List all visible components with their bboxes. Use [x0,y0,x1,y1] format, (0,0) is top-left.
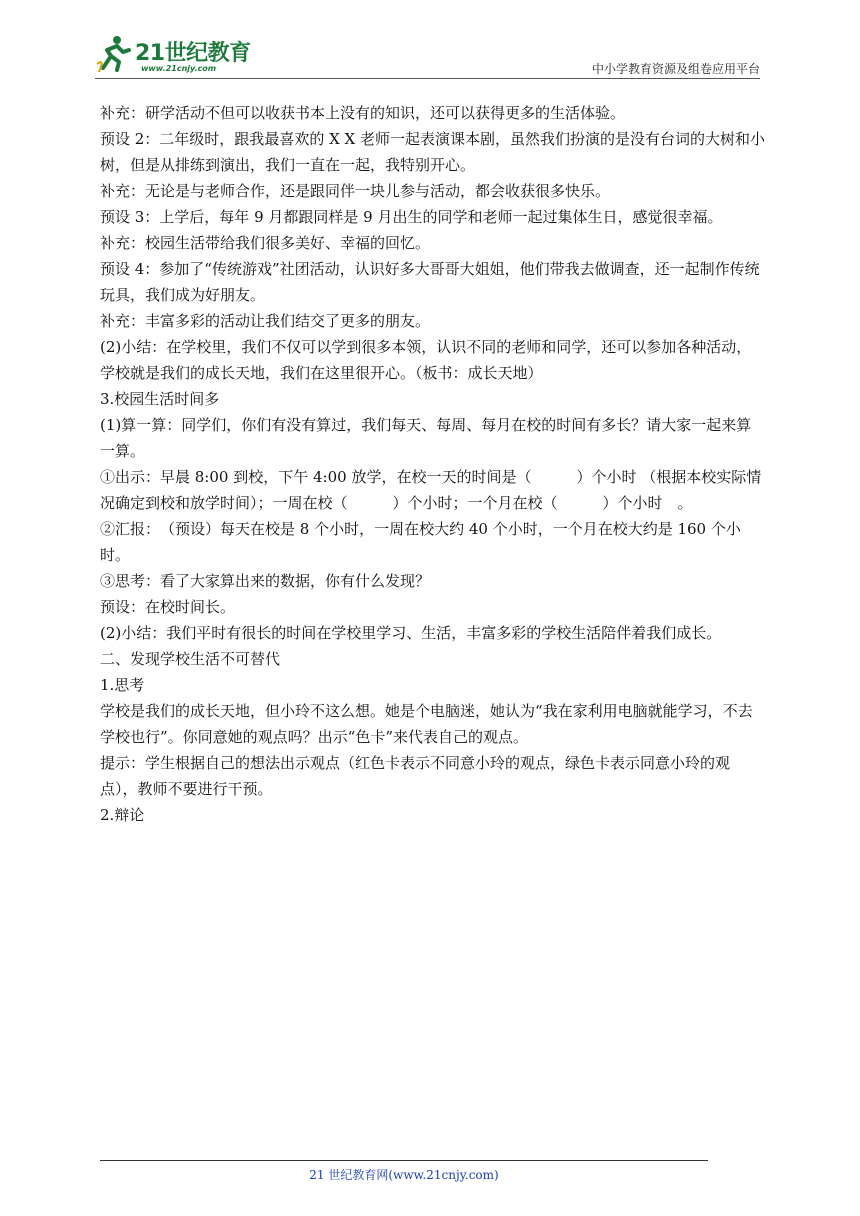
section-heading: 1.思考 [100,676,145,694]
paragraph: 提示：学生根据自己的想法出示观点（红色卡表示不同意小玲的观点，绿色卡表示同意小玲的观点），教师不要进行干预。 [100,754,731,798]
paragraph: 预设 3：上学后，每年 9 月都跟同样是 9 月出生的同学和老师一起过集体生日，感觉很幸福。 [100,208,723,226]
page-footer: 21 世纪教育网(www.21cnjy.com) [309,1168,499,1182]
paragraph: 学校是我们的成长天地，但小玲不这么想。她是个电脑迷，她认为“我在家利用电脑就能学习，不去学校也行”。你同意她的观点吗？出示“色卡”来代表自己的观点。 [100,702,753,746]
page-header [95,28,760,80]
section-heading: 二、发现学校生活不可替代 [100,650,281,668]
footer-divider [100,1160,708,1161]
paragraph: (2)小结：在学校里，我们不仅可以学到很多本领，认识不同的老师和同学，还可以参加各种活动，学校就是我们的成长天地，我们在这里很开心。（板书：成长天地） [100,338,752,382]
site-logo [95,34,265,78]
paragraph: 补充：无论是与老师合作，还是跟同伴一块儿参与活动，都会收获很多快乐。 [100,182,611,200]
paragraph: ③思考：看了大家算出来的数据，你有什么发现？ [100,572,431,590]
paragraph: 补充：研学活动不但可以收获书本上没有的知识，还可以获得更多的生活体验。 [100,104,626,122]
paragraph: 预设 4：参加了“传统游戏”社团活动，认识好多大哥哥大姐姐，他们带我去做调查，还一起制作传统玩具，我们成为好朋友。 [100,260,760,304]
section-heading: 2.辩论 [100,806,145,824]
paragraph: (1)算一算：同学们，你们有没有算过，我们每天、每周、每月在校的时间有多长？请大家一起来算一算。 [100,416,752,460]
document-body [100,100,765,828]
paragraph: 补充：丰富多彩的活动让我们结交了更多的朋友。 [100,312,431,330]
paragraph: 预设：在校时间长。 [100,598,236,616]
logo-url: www.21cnjy.com [141,64,217,73]
runner-logo-icon [95,34,135,74]
header-divider [95,78,760,79]
paragraph: 补充：校园生活带给我们很多美好、幸福的回忆。 [100,234,431,252]
paragraph: ①出示：早晨 8:00 到校，下午 4:00 放学，在校一天的时间是（ ）个小时 （根据本校实际情况确定到校和放学时间）；一周在校（ ）个小时；一个月在校（ ）个小时 。 [100,468,762,512]
site-tagline: 中小学教育资源及组卷应用平台 [591,62,760,76]
paragraph: (2)小结：我们平时有很长的时间在学校里学习、生活，丰富多彩的学校生活陪伴着我们成长。 [100,624,722,642]
section-heading: 3.校园生活时间多 [100,390,220,408]
paragraph: ②汇报： （预设）每天在校是 8 个小时，一周在校大约 40 个小时，一个月在校大约是 160 个小时。 [100,520,741,564]
paragraph: 预设 2：二年级时，跟我最喜欢的 X X 老师一起表演课本剧，虽然我们扮演的是没有台词的大树和小树，但是从排练到演出，我们一直在一起，我特别开心。 [100,130,765,174]
logo-title: 21世纪教育 [135,41,251,66]
